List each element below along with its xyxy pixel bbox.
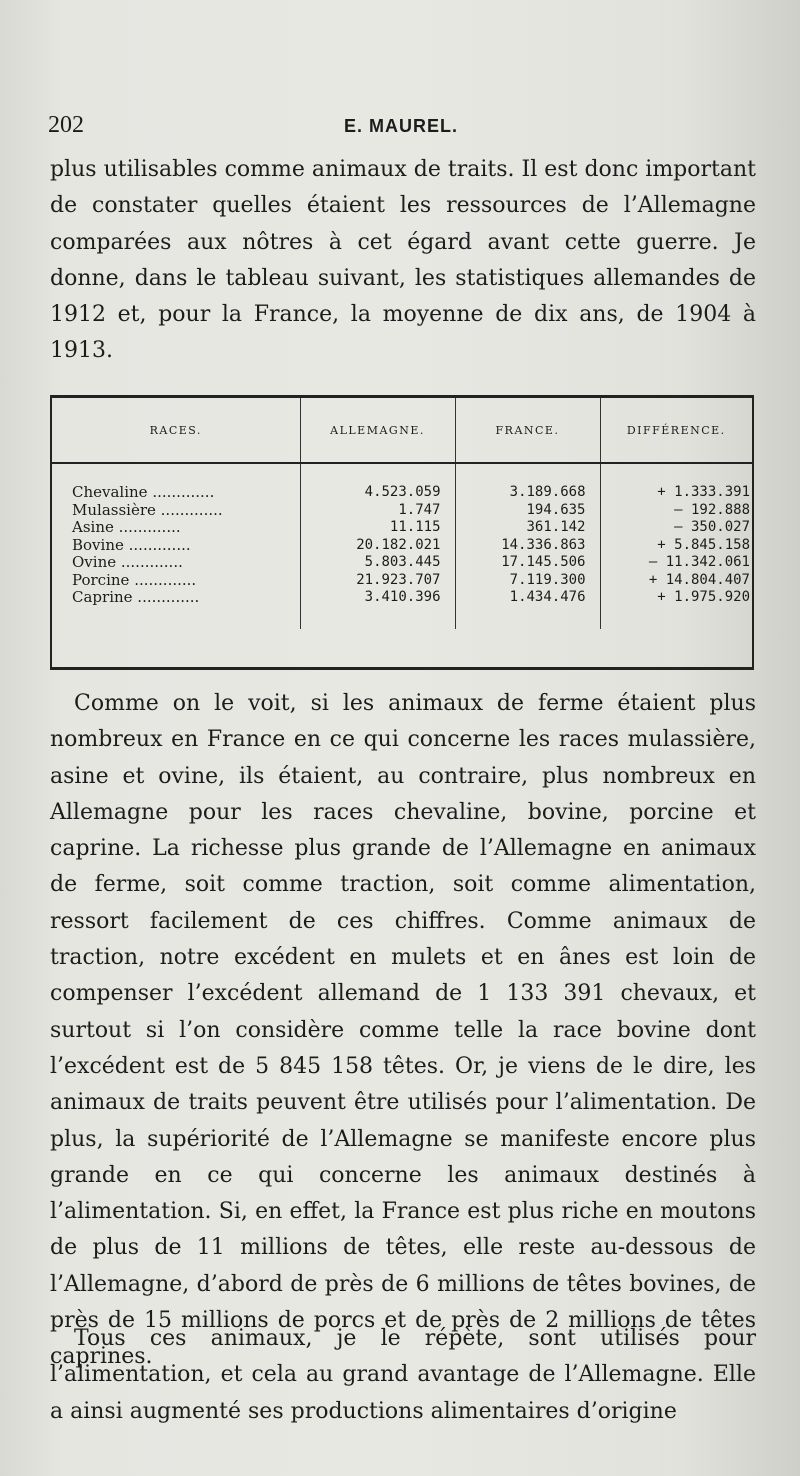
allemagne-cell: 1.747: [300, 502, 455, 520]
table-header-row: [52, 398, 752, 463]
page-number: 202: [48, 112, 84, 138]
allemagne-cell: 20.182.021: [300, 537, 455, 555]
table-row: [52, 463, 752, 502]
difference-cell: + 5.845.158: [600, 537, 752, 555]
table-row: [52, 502, 752, 520]
difference-cell: — 192.888: [600, 502, 752, 520]
france-cell: 1.434.476: [455, 589, 600, 629]
difference-cell: + 14.804.407: [600, 572, 752, 590]
allemagne-cell: 11.115: [300, 519, 455, 537]
race-cell: [52, 589, 300, 629]
france-cell: 17.145.506: [455, 554, 600, 572]
race-label: Bovine: [72, 535, 124, 554]
france-cell: 361.142: [455, 519, 600, 537]
france-cell: 3.189.668: [455, 463, 600, 502]
paragraph-conclusion: Tous ces animaux, je le répète, sont utilisés pour l’alimentation, et cela au grand avantage de l’Allemagne. Elle a ainsi augmenté ses productions alimentaires d’origine: [50, 1326, 756, 1424]
allemagne-cell: 3.410.396: [300, 589, 455, 629]
race-label: Porcine: [72, 570, 130, 589]
difference-cell: — 11.342.061: [600, 554, 752, 572]
race-label: Chevaline: [72, 483, 148, 501]
france-cell: 7.119.300: [455, 572, 600, 590]
race-cell: [52, 554, 300, 572]
table-row: [52, 589, 752, 629]
table-row: [52, 519, 752, 537]
column-header-races: RACES.: [52, 398, 300, 463]
column-header-difference: DIFFÉRENCE.: [600, 398, 752, 463]
allemagne-cell: 4.523.059: [300, 463, 455, 502]
allemagne-cell: 21.923.707: [300, 572, 455, 590]
dot-leader: [129, 571, 196, 589]
livestock-table: [50, 395, 754, 670]
paragraph-analysis: Comme on le voit, si les animaux de ferme étaient plus nombreux en France en ce qui concerne les races mulassière, asine et ovine, ils étaient, au contraire, plus nombreux en Allemagne pour les races chevaline, bovine, porcine et caprine. La richesse plus grande de l’Allemagne en animaux de ferme, soit comme traction, soit comme alimentation, ressort facilement de ces chiffres. Comme animaux de traction, notre excédent en mulets et en ânes est loin de compenser l’excédent allemand de 1 133 391 chevaux, et surtout si l’on considère comme telle la race bovine dont l’excédent est de 5 845 158 têtes. Or, je viens de le dire, les animaux de traits peuvent être utilisés pour l’alimentation. De plus, la supériorité de l’Allemagne se manifeste encore plus grande en ce qui concerne les animaux destinés à l’alimentation. Si, en effet, la France est plus riche en moutons de plus de 11 millions de têtes, elle reste au-dessous de l’Allemagne, d’abord de près de 6 millions de têtes bovines, de près de 15 millions de porcs et de près de 2 millions de têtes caprines.: [50, 691, 756, 1370]
allemagne-cell: 5.803.445: [300, 554, 455, 572]
column-header-allemagne: ALLEMAGNE.: [300, 398, 455, 463]
race-label: Mulassière: [72, 500, 156, 519]
page-header: [48, 112, 754, 142]
france-cell: 14.336.863: [455, 537, 600, 555]
france-cell: 194.635: [455, 502, 600, 520]
race-label: Asine: [72, 518, 114, 536]
dot-leader: [156, 501, 223, 519]
race-cell: [52, 519, 300, 537]
difference-cell: + 1.975.920: [600, 589, 752, 629]
dot-leader: [148, 483, 215, 501]
livestock-table-grid: [52, 398, 752, 629]
table-row: [52, 537, 752, 555]
race-cell: [52, 463, 300, 502]
column-header-france: FRANCE.: [455, 398, 600, 463]
difference-cell: + 1.333.391: [600, 463, 752, 502]
table-row: [52, 554, 752, 572]
table-row: [52, 572, 752, 590]
difference-cell: — 350.027: [600, 519, 752, 537]
paragraph-intro: plus utilisables comme animaux de traits. Il est donc important de constater quelles étaient les ressources de l’Allemagne comparées aux nôtres à cet égard avant cette guerre. Je donne, dans le tableau suivant, les statistiques allemandes de 1912 et, pour la France, la moyenne de dix ans, de 1904 à 1913.: [50, 157, 756, 364]
race-cell: [52, 572, 300, 590]
dot-leader: [114, 518, 181, 536]
dot-leader: [133, 588, 200, 606]
race-cell: [52, 502, 300, 520]
race-label: Caprine: [72, 588, 133, 606]
race-cell: [52, 537, 300, 555]
dot-leader: [124, 536, 191, 554]
dot-leader: [116, 553, 183, 571]
race-label: Ovine: [72, 553, 117, 571]
running-head: E. MAUREL.: [343, 116, 458, 136]
